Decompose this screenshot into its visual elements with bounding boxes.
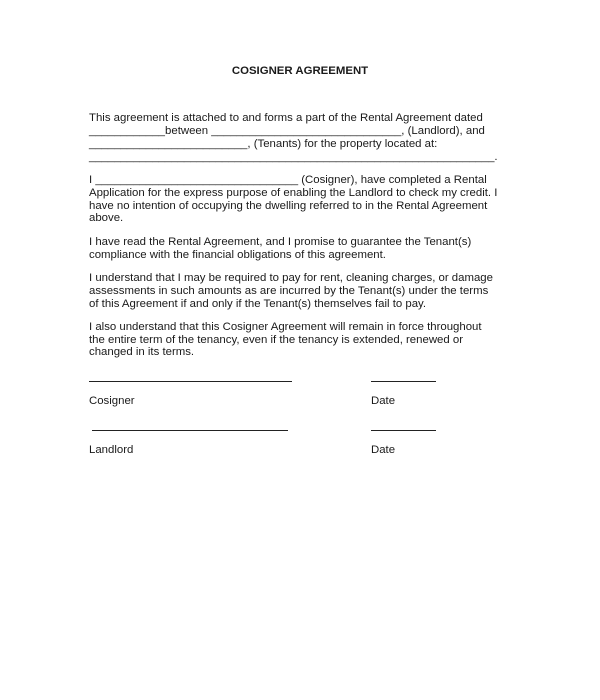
text-line: _________________________, (Tenants) for the property located at: [89, 138, 438, 150]
text-line: have no intention of occupying the dwelling referred to in the Rental Agreement [89, 200, 488, 212]
cosigner-date-line[interactable] [371, 381, 436, 382]
text-line: above. [89, 212, 124, 224]
text-line: I also understand that this Cosigner Agreement will remain in force throughout [89, 321, 482, 333]
text-line: I ________________________________ (Cosigner), have completed a Rental [89, 174, 487, 186]
landlord-signature-line[interactable] [92, 430, 288, 431]
landlord-label: Landlord [89, 444, 134, 456]
cosigner-date-label: Date [371, 395, 396, 407]
text-line: ____________between ______________________________, (Landlord), and [89, 125, 485, 137]
text-line: the entire term of the tenancy, even if the tenancy is extended, renewed or [89, 334, 464, 346]
cosigner-label: Cosigner [89, 395, 135, 407]
text-line: This agreement is attached to and forms a part of the Rental Agreement dated [89, 112, 483, 124]
text-line: of this Agreement if and only if the Tenant(s) themselves fail to pay. [89, 298, 427, 310]
landlord-date-label: Date [371, 444, 396, 456]
text-line: compliance with the financial obligations of this agreement. [89, 249, 386, 261]
text-line: assessments in such amounts as are incurred by the Tenant(s) under the terms [89, 285, 489, 297]
text-line: ________________________________________________________________. [89, 151, 498, 163]
text-line: Application for the express purpose of enabling the Landlord to check my credit. I [89, 187, 498, 199]
landlord-date-line[interactable] [371, 430, 436, 431]
text-line: I understand that I may be required to pay for rent, cleaning charges, or damage [89, 272, 493, 284]
text-line: changed in its terms. [89, 346, 195, 358]
document-title: COSIGNER AGREEMENT [231, 65, 369, 77]
text-line: I have read the Rental Agreement, and I promise to guarantee the Tenant(s) [89, 236, 472, 248]
cosigner-signature-line[interactable] [89, 381, 292, 382]
